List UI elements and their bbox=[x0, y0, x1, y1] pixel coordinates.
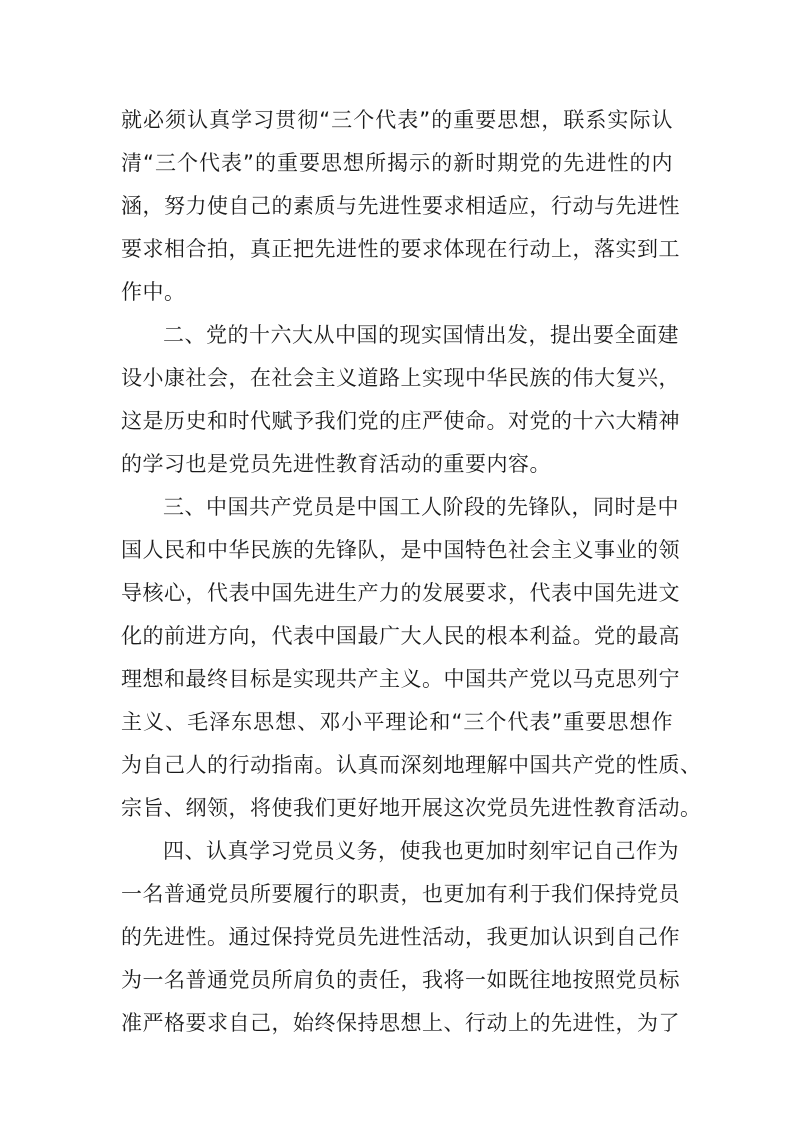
text-line: 二、党的十六大从中国的现实国情出发，提出要全面建 bbox=[163, 323, 679, 347]
text-line: 宗旨、纲领，将使我们更好地开展这次党员先进性教育活动。 bbox=[121, 796, 702, 820]
text-line: 三、中国共产党员是中国工人阶段的先锋队，同时是中 bbox=[163, 495, 679, 519]
text-line: 四、认真学习党员义务，使我也更加时刻牢记自己作为 bbox=[163, 839, 679, 863]
text-line: 这是历史和时代赋予我们党的庄严使命。对党的十六大精神 bbox=[121, 409, 680, 433]
text-line: 就必须认真学习贯彻“三个代表”的重要思想，联系实际认 bbox=[121, 108, 673, 132]
text-line: 为自己人的行动指南。认真而深刻地理解中国共产党的性质、 bbox=[121, 753, 702, 777]
text-line: 准严格要求自己，始终保持思想上、行动上的先进性，为了 bbox=[121, 1011, 680, 1035]
text-line: 导核心，代表中国先进生产力的发展要求，代表中国先进文 bbox=[121, 581, 680, 605]
text-line: 的先进性。通过保持党员先进性活动，我更加认识到自己作 bbox=[121, 925, 680, 949]
text-line: 为一名普通党员所肩负的责任，我将一如既往地按照党员标 bbox=[121, 968, 680, 992]
text-line: 的学习也是党员先进性教育活动的重要内容。 bbox=[121, 452, 551, 476]
text-line: 涵，努力使自己的素质与先进性要求相适应，行动与先进性 bbox=[121, 194, 680, 218]
text-line: 主义、毛泽东思想、邓小平理论和“三个代表”重要思想作 bbox=[121, 710, 673, 734]
text-line: 国人民和中华民族的先锋队，是中国特色社会主义事业的领 bbox=[121, 538, 680, 562]
text-line: 清“三个代表”的重要思想所揭示的新时期党的先进性的内 bbox=[121, 151, 673, 175]
text-line: 作中。 bbox=[121, 280, 186, 304]
text-line: 理想和最终目标是实现共产主义。中国共产党以马克思列宁 bbox=[121, 667, 680, 691]
text-line: 设小康社会，在社会主义道路上实现中华民族的伟大复兴， bbox=[121, 366, 680, 390]
text-line: 一名普通党员所要履行的职责，也更加有利于我们保持党员 bbox=[121, 882, 680, 906]
text-line: 化的前进方向，代表中国最广大人民的根本利益。党的最高 bbox=[121, 624, 680, 648]
text-line: 要求相合拍，真正把先进性的要求体现在行动上，落实到工 bbox=[121, 237, 680, 261]
